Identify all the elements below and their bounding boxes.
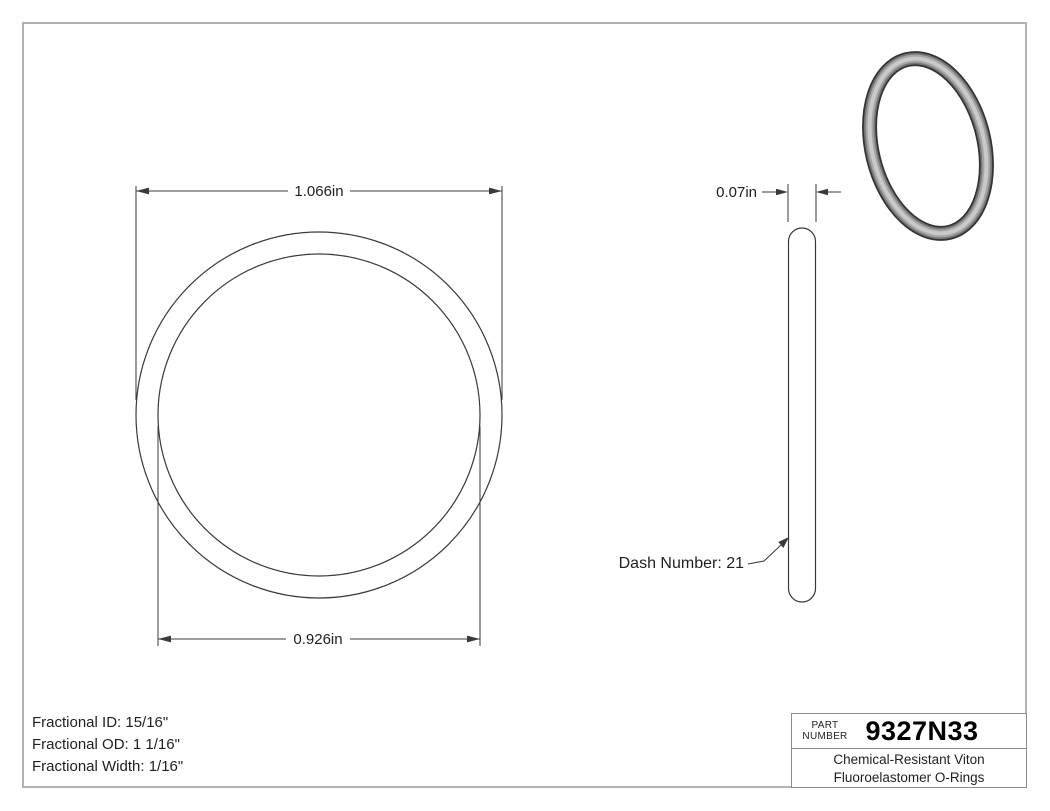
fractional-id-note: Fractional ID: 15/16" bbox=[32, 714, 169, 731]
dash-leader bbox=[619, 537, 789, 572]
description-line-2: Fluoroelastomer O-Rings bbox=[833, 770, 985, 785]
od-dimension bbox=[136, 183, 502, 400]
front-view bbox=[136, 232, 502, 598]
fractional-od-note: Fractional OD: 1 1/16" bbox=[32, 736, 180, 753]
part-number-row bbox=[792, 714, 1026, 749]
number-word: NUMBER bbox=[802, 731, 848, 742]
id-dimension bbox=[158, 426, 480, 648]
width-dimension-label: 0.07in bbox=[716, 184, 757, 201]
dash-number-label: Dash Number: 21 bbox=[618, 555, 744, 572]
arrowhead-icon bbox=[136, 188, 149, 195]
leader-line bbox=[748, 545, 781, 564]
outer-circle bbox=[136, 232, 502, 598]
arrowhead-icon bbox=[816, 189, 828, 195]
side-profile bbox=[789, 228, 816, 602]
side-view bbox=[789, 228, 816, 602]
arrowhead-icon bbox=[489, 188, 502, 195]
arrowhead-icon bbox=[158, 636, 171, 643]
product-description bbox=[792, 749, 1026, 787]
od-dimension-label: 1.066in bbox=[294, 183, 344, 200]
width-dimension bbox=[716, 184, 841, 222]
part-word: PART bbox=[811, 720, 839, 731]
oring-3d-render-icon bbox=[852, 46, 1004, 246]
title-block bbox=[791, 713, 1027, 788]
inner-circle bbox=[158, 254, 480, 576]
part-number-value: 9327N33 bbox=[865, 715, 979, 746]
arrowhead-icon bbox=[776, 189, 788, 195]
part-number-caption bbox=[800, 720, 850, 742]
fractional-notes bbox=[32, 712, 183, 778]
arrowhead-icon bbox=[467, 636, 480, 643]
description-line-1: Chemical-Resistant Viton bbox=[833, 752, 985, 767]
fractional-width-note: Fractional Width: 1/16" bbox=[32, 758, 184, 775]
id-dimension-label: 0.926in bbox=[293, 631, 343, 648]
